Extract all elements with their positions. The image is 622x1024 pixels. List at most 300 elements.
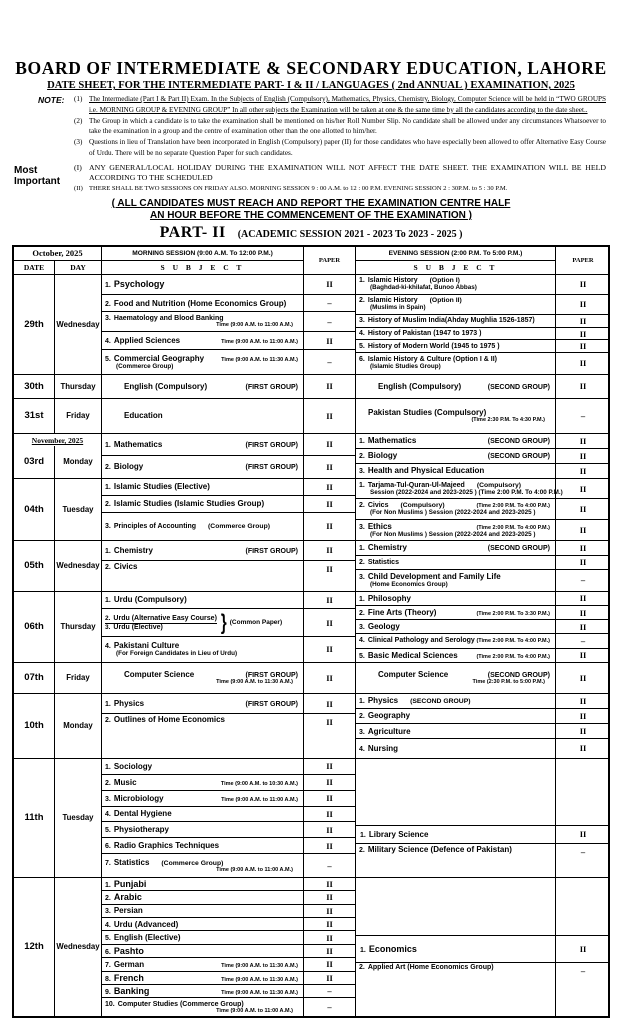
date-day-cell (14, 399, 102, 433)
subject-cell (102, 958, 303, 970)
subject-row (102, 456, 355, 478)
evening-subject-header: S U B J E C T (413, 262, 498, 272)
subject-name: Mathematics (113, 439, 163, 449)
datesheet-row (14, 592, 608, 663)
subject-line (105, 858, 301, 867)
subject-name: Islamic History (367, 277, 418, 285)
paper-value: II (555, 479, 610, 499)
subject-name: Pashto (113, 945, 144, 956)
date-day-inner (14, 275, 101, 374)
date-cell: 07th (14, 663, 55, 693)
subject-name: Pakistan Studies (Compulsory) (368, 408, 487, 418)
subject-number: 6. (105, 843, 111, 851)
subject-cell (102, 759, 303, 774)
evening-subjects-block (355, 878, 610, 1016)
subject-line (105, 354, 301, 363)
subject-row (356, 844, 610, 877)
date-day-inner (14, 694, 101, 758)
datesheet-row (14, 375, 608, 399)
subject-time: Time (9:00 A.M. to 11:00 A.M.) (221, 339, 298, 346)
subject-number: 2. (359, 964, 365, 972)
subject-cell (356, 606, 555, 619)
subject-number: 5. (359, 652, 365, 660)
paper-value: II (303, 945, 355, 957)
subject-time: Time (9:00 A.M. to 10:30 A.M.) (220, 780, 298, 787)
subject-line (105, 1001, 301, 1008)
paper-value: II (555, 606, 610, 619)
date-day-inner (14, 446, 101, 478)
subject-name: Microbiology (113, 793, 164, 803)
subject-cell (102, 479, 303, 495)
subject-row (356, 315, 610, 328)
paper-value: II (303, 496, 355, 512)
subject-cell (356, 464, 555, 478)
subject-cell (102, 838, 303, 853)
subject-row (356, 663, 610, 693)
subject-number: 2. (359, 297, 365, 305)
subject-number: 1. (359, 277, 365, 285)
subject-cell (102, 496, 303, 512)
morning-header-block (102, 247, 355, 274)
subject-qualifier: (SECOND GROUP) (410, 698, 471, 706)
subject-number: 7. (105, 860, 111, 868)
subject-line (359, 559, 553, 566)
subject-cell (102, 931, 303, 943)
subject-number: 2. (105, 563, 111, 571)
morning-subjects-block (102, 878, 355, 1016)
paper-value: II (303, 663, 355, 693)
paper-value: – (555, 570, 610, 591)
subject-line (105, 615, 217, 624)
subject-name: Clinical Pathology and Serology (367, 637, 475, 645)
subject-number: 3. (359, 317, 365, 325)
paper-value: II (555, 340, 610, 352)
note-number: (3) (74, 138, 83, 147)
subject-line (368, 408, 553, 417)
subject-row (102, 541, 355, 561)
paper-value: – (555, 844, 610, 877)
paper-value: – (303, 985, 355, 997)
paper-value: II (303, 541, 355, 560)
subject-number: 1. (359, 438, 365, 446)
subject-name: Chemistry (113, 545, 153, 555)
date-day-cell (14, 541, 102, 591)
paper-value: II (303, 775, 355, 790)
evening-subjects-block (355, 541, 610, 591)
note-item (74, 137, 606, 159)
subject-name: Tarjama-Tul-Quran-Ul-Majeed (367, 481, 465, 489)
subject-time: (Time 2:00 P.M. To 4:00 P.M.) (476, 653, 550, 660)
subject-line (105, 699, 301, 708)
paper-value: II (303, 905, 355, 917)
subject-number: 8. (105, 975, 111, 983)
urdu-options (105, 615, 217, 631)
subject-name: Banking (113, 986, 150, 997)
day-cell: Tuesday (62, 813, 94, 823)
subject-name: Chemistry (367, 543, 407, 553)
morning-subjects-block (102, 759, 355, 877)
note-label: NOTE: (38, 95, 65, 105)
subject-cell (356, 936, 555, 962)
subject-cell (102, 714, 303, 757)
subject-line (359, 502, 553, 509)
date-cell: 12th (14, 878, 55, 1016)
subject-number: 2. (359, 846, 365, 854)
evening-header-block (355, 247, 610, 274)
subject-row (356, 634, 610, 648)
subject-line (105, 462, 301, 471)
paper-value: II (303, 456, 355, 478)
day-cell: Friday (66, 673, 90, 683)
subject-number: 3. (105, 315, 111, 323)
subject-cell (356, 570, 555, 591)
subject-number: 4. (359, 637, 365, 645)
paper-value: II (555, 826, 610, 843)
day-cell: Monday (63, 457, 93, 467)
subject-name: English (Compulsory) (124, 381, 208, 391)
subject-row (356, 709, 610, 724)
subject-number: 1. (105, 441, 111, 449)
table-body (14, 275, 608, 1016)
subject-number: 1. (359, 595, 365, 603)
subject-row (102, 350, 355, 374)
subject-line (359, 964, 553, 971)
date-day-cell (14, 434, 102, 478)
subject-number: 5. (105, 827, 111, 835)
subject-name: Economics (368, 944, 417, 955)
paper-value: II (555, 694, 610, 708)
subject-time-below: (Time 2:30 P.M. To 4:30 P.M.) (471, 417, 545, 424)
subject-row (102, 434, 355, 457)
subject-qualifier: (Compulsory) (400, 502, 445, 510)
evening-paper-header: PAPER (555, 247, 610, 274)
subject-group-label: (SECOND GROUP) (487, 383, 550, 391)
paper-value: – (303, 854, 355, 876)
subject-subtext: (Commerce Group) (116, 362, 174, 370)
date-day-inner (14, 479, 101, 540)
subject-subtext: (Baghdad-ki-khilafat, Bunoo Abbas) (370, 284, 477, 292)
subject-row (356, 295, 610, 315)
subject-qualifier: (Option II) (429, 297, 462, 305)
subject-number: 4. (359, 330, 365, 338)
subject-cell (356, 449, 555, 463)
important-note-text: THERE SHALL BE TWO SESSIONS ON FRIDAY ALSO. MORNING SESSION 9 : 00 A.M. to 12 : 00 P.M. EVENING SESSION 2 : 30P.M. to 5 : 30 P.M. (89, 184, 508, 192)
date-day-inner (14, 878, 101, 1016)
subject-number: 2. (105, 464, 111, 472)
subject-name: Civics (113, 561, 138, 571)
subject-line (105, 641, 301, 650)
day-cell: Wednesday (56, 319, 100, 329)
subject-cell (102, 791, 303, 806)
subject-line (360, 944, 553, 954)
subject-cell (102, 375, 303, 398)
subject-number: 2. (359, 558, 365, 566)
paper-value: II (303, 513, 355, 540)
subject-name: Applied Sciences (113, 336, 181, 346)
subject-line (359, 482, 553, 489)
subject-row (102, 637, 355, 662)
paper-value: II (303, 791, 355, 806)
subject-name: History of Pakistan (1947 to 1973 ) (367, 330, 482, 338)
paper-value: II (303, 375, 355, 398)
subject-cell (356, 434, 555, 448)
paper-value (555, 759, 610, 825)
subject-number: 3. (105, 795, 111, 803)
academic-session: (ACADEMIC SESSION 2021 - 2023 To 2023 - 2025 ) (237, 228, 463, 240)
subject-cell (102, 609, 303, 636)
paper-value: II (555, 709, 610, 723)
subject-name: Commercial Geography (113, 353, 205, 363)
subject-line (105, 336, 301, 345)
paper-value: II (555, 724, 610, 738)
subject-line (105, 562, 301, 571)
subject-qualifier: (Commerce Group) (208, 522, 270, 530)
subject-name: Psychology (113, 279, 165, 290)
subject-row (102, 822, 355, 838)
important-notes-list (74, 163, 606, 194)
report-notice-line1: ( ALL CANDIDATES MUST REACH AND REPORT THE EXAMINATION CENTRE HALF (111, 197, 511, 209)
subject-group-label: (FIRST GROUP) (245, 701, 298, 709)
subject-cell (102, 694, 303, 714)
date-day-cell (14, 375, 102, 398)
subject-number: 1. (105, 763, 111, 771)
paper-value: II (555, 936, 610, 962)
subject-row (102, 561, 355, 591)
subject-number: 7. (105, 961, 111, 969)
datesheet-row (14, 275, 608, 375)
subject-row (356, 375, 610, 398)
subject-line (105, 892, 301, 902)
datesheet-row (14, 399, 608, 434)
paper-value: II (303, 931, 355, 943)
subject-number: 1. (105, 547, 111, 555)
important-note-number: (I) (74, 162, 82, 172)
subject-number: 2. (105, 501, 111, 509)
morning-subjects-block (102, 399, 355, 433)
most-important-label (14, 165, 66, 188)
paper-value: II (555, 353, 610, 374)
paper-value: II (303, 958, 355, 970)
subject-cell (356, 295, 555, 314)
subject-group-label: (FIRST GROUP) (245, 672, 298, 680)
subject-name: Persian (113, 906, 143, 916)
subject-name: Islamic Studies (Elective) (113, 482, 210, 492)
subject-row (102, 609, 355, 637)
datesheet-row (14, 434, 608, 479)
subject-number: 2. (105, 779, 111, 787)
subject-line (105, 299, 301, 308)
subject-row (102, 663, 355, 693)
subject-number: 3. (359, 523, 365, 531)
subject-number: 6. (105, 948, 111, 956)
date-cell: 06th (14, 592, 55, 662)
subject-row (102, 295, 355, 312)
subject-line (359, 356, 553, 363)
evening-subjects-block (355, 275, 610, 374)
subject-number: 3. (359, 574, 365, 582)
subject-time: Time (9:00 A.M. to 11:30 A.M.) (221, 990, 298, 997)
subject-line (105, 946, 301, 956)
subject-name: Urdu (Elective) (113, 623, 163, 631)
paper-value: II (303, 479, 355, 495)
subject-name: Mathematics (367, 436, 417, 446)
subject-time: Time (9:00 A.M. to 11:30 A.M.) (221, 962, 298, 969)
subject-row (102, 918, 355, 931)
subject-line (105, 973, 301, 983)
paper-value: II (303, 807, 355, 822)
subject-number: 2. (359, 453, 365, 461)
subject-name: Military Science (Defence of Pakistan) (367, 844, 512, 854)
subject-row (356, 340, 610, 353)
subject-time: Time (9:00 A.M. to 11:30 A.M.) (221, 976, 298, 983)
subject-cell (356, 649, 555, 662)
subject-name: Geography (367, 711, 411, 721)
subject-row (356, 479, 610, 500)
date-day-inner (14, 375, 101, 398)
subject-time-below: Time (2:30 P.M. to 5:00 P.M.) (472, 679, 545, 686)
date-cell: 31st (14, 399, 55, 433)
part-heading (0, 224, 622, 242)
report-notice-line2: AN HOUR BEFORE THE COMMENCEMENT OF THE EXAMINATION ) (149, 210, 473, 222)
day-cell: Wednesday (56, 942, 100, 952)
paper-value: II (303, 592, 355, 609)
date-cell: 03rd (14, 446, 55, 478)
subject-line (105, 879, 301, 889)
subject-name: Fine Arts (Theory) (367, 608, 437, 617)
subject-line (105, 523, 301, 530)
subject-cell (356, 556, 555, 569)
subject-number: 2. (105, 717, 111, 725)
urdu-common-paper-group (105, 609, 301, 636)
paper-value (555, 878, 610, 935)
date-day-cell (14, 694, 102, 758)
subject-line (105, 762, 301, 771)
subject-cell (356, 541, 555, 555)
subject-cell (102, 561, 303, 591)
paper-value: II (303, 332, 355, 348)
morning-subjects-block (102, 694, 355, 758)
subject-number: 2. (359, 502, 365, 510)
subject-cell (102, 513, 303, 540)
subject-line (105, 906, 301, 915)
subject-number: 2. (105, 614, 111, 622)
morning-paper-header: PAPER (303, 247, 355, 274)
day-cell: Thursday (60, 622, 96, 632)
subject-line (105, 986, 301, 996)
date-day-cell (14, 759, 102, 877)
subject-cell (356, 826, 555, 843)
subject-number: 1. (360, 831, 366, 839)
subject-name: German (113, 959, 145, 969)
subject-line (359, 651, 553, 660)
date-day-cell (14, 592, 102, 662)
report-notice (0, 198, 622, 223)
subject-name: Ethics (367, 521, 392, 531)
subject-subtext: (For Non Muslims ) Session (2022-2024 and 2023-2025 ) (370, 530, 536, 538)
common-paper-label: (Common Paper) (229, 619, 283, 627)
subject-name: Urdu (Alternative Easy Course) (113, 614, 217, 622)
subject-time: Time (9:00 A.M. to 11:00 A.M.) (221, 796, 298, 803)
subject-cell (102, 972, 303, 984)
subject-line (378, 670, 553, 679)
subject-line (105, 315, 301, 322)
subject-line (105, 482, 301, 491)
subject-row (102, 375, 355, 398)
most-important-label-line1: Most (14, 164, 38, 176)
date-cell: 10th (14, 694, 55, 758)
subject-row (102, 714, 355, 757)
subject-name: Outlines of Home Economics (113, 715, 225, 725)
subject-number: 4. (105, 811, 111, 819)
subject-cell (102, 541, 303, 560)
subject-name: English (Compulsory) (378, 381, 462, 391)
subject-subtext: (Muslims in Spain) (370, 304, 426, 312)
subject-name: Physiotherapy (113, 825, 169, 835)
subject-subtext: (For Foreign Candidates in Lieu of Urdu) (116, 650, 238, 658)
subject-name: Computer Science (124, 670, 195, 680)
subject-group-label: (FIRST GROUP) (245, 441, 298, 449)
paper-value: – (303, 312, 355, 331)
subject-group-label: (FIRST GROUP) (245, 383, 298, 391)
subject-row (102, 878, 355, 891)
date-day-cell (14, 878, 102, 1016)
subject-time: (Time 2:00 P.M. To 4:00 P.M.) (476, 638, 550, 645)
subject-cell (356, 592, 555, 605)
subject-number: 5. (105, 935, 111, 943)
month-label: November, 2025 (31, 435, 84, 445)
evening-subjects-block (355, 759, 610, 877)
subject-name: Arabic (113, 892, 142, 903)
part-title: PART- II (159, 223, 226, 241)
date-day-inner (14, 541, 101, 591)
subject-time-below: Time (9:00 A.M. to 11:00 A.M.) (216, 1007, 293, 1014)
subject-row (102, 496, 355, 513)
subject-group-label: (SECOND GROUP) (487, 545, 550, 553)
subject-name: Pakistani Culture (113, 641, 180, 651)
paper-value: II (303, 399, 355, 433)
subject-number: 3. (105, 522, 111, 530)
subject-name: Punjabi (113, 878, 147, 889)
board-title: BOARD OF INTERMEDIATE & SECONDARY EDUCATION, LAHORE (15, 58, 607, 78)
subject-line (359, 594, 553, 603)
morning-subjects-block (102, 434, 355, 478)
subject-number: 3. (359, 624, 365, 632)
subject-row (356, 694, 610, 709)
subject-cell (102, 312, 303, 331)
subject-name: Civics (367, 502, 389, 510)
subject-row (356, 434, 610, 449)
subject-cell (356, 963, 555, 1015)
paper-value: II (555, 520, 610, 540)
paper-value: II (303, 637, 355, 662)
note-item (74, 116, 606, 138)
subject-name: Nursing (367, 743, 399, 753)
subject-cell (102, 275, 303, 294)
notes-section (0, 94, 606, 159)
subject-row (102, 945, 355, 958)
note-number: (1) (74, 95, 83, 103)
subject-row (102, 905, 355, 918)
subject-name: Computer Science (378, 670, 449, 680)
subject-number: 1. (105, 701, 111, 709)
subject-cell (356, 739, 555, 757)
subject-line (359, 343, 553, 350)
subject-name: Education (124, 411, 163, 421)
subject-number: 1. (360, 947, 366, 955)
subject-name: Radio Graphics Techniques (113, 841, 220, 851)
subject-name: Agriculture (367, 726, 411, 736)
subject-qualifier: (Option I) (429, 277, 460, 285)
